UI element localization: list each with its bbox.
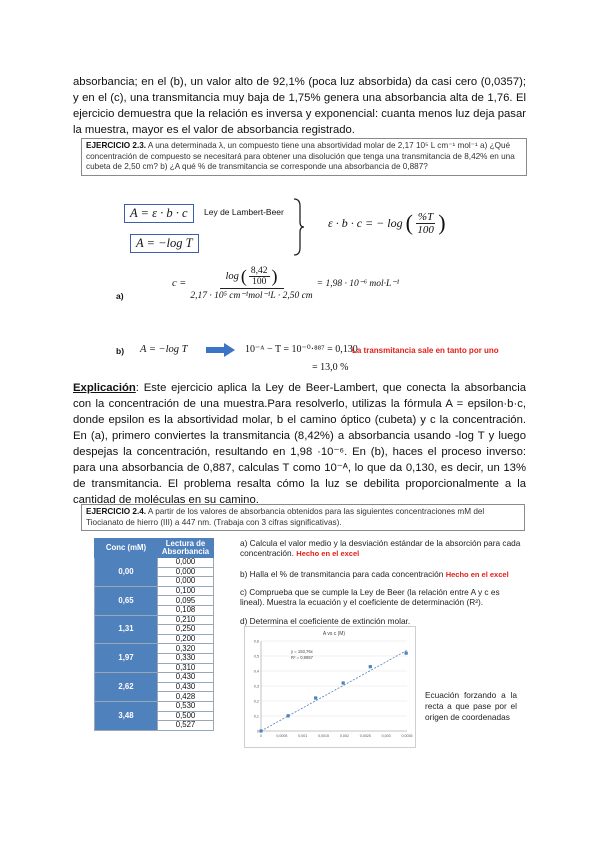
table-row	[95, 701, 214, 711]
explanation-body	[73, 380, 526, 508]
exercise-2-3-statement: A una determinada λ, un compuesto tiene una absortividad molar de 2,17 10⁵ L cm⁻¹ mol⁻¹ a) ¿Qué concentración de compuesto se necesitará para obtener una disolución que tenga una transmitancia de 8,42% en una cubeta de 2,50 cm? b) ¿A qué % de transmitancia se corresponde una absorbancia de 0,887?	[86, 141, 515, 171]
part-a-inner-frac	[249, 266, 270, 287]
absorbance-cell: 0,100	[158, 586, 214, 596]
part-b-rhs: 10⁻ᴬ − T = 10⁻⁰·⁸⁸⁷ = 0,130	[245, 344, 358, 355]
brace-expression-lhs: ε · b · c = − log	[328, 215, 403, 230]
x-tick-label: 0,001	[298, 734, 308, 738]
header-conc: Conc (mM)	[95, 539, 158, 558]
absorbance-cell: 0,527	[158, 721, 214, 731]
absorbance-cell: 0,320	[158, 644, 214, 654]
y-tick-label: 0,1	[253, 714, 259, 719]
part-a-fraction	[190, 266, 312, 301]
part-a-inner-num: 8,42	[250, 266, 268, 276]
part-a-numerator	[220, 266, 284, 289]
explanation-label: Explicación	[73, 382, 136, 394]
conc-cell: 3,48	[95, 701, 158, 730]
conc-cell: 2,62	[95, 673, 158, 702]
x-tick-label: 0,003	[381, 734, 391, 738]
data-point	[287, 714, 290, 717]
conc-cell: 0,00	[95, 558, 158, 587]
y-tick-label: 0,6	[253, 639, 259, 644]
table-row	[95, 586, 214, 596]
exercise-2-3-title: EJERCICIO 2.3.	[86, 141, 147, 150]
intro-text: absorbancia; en el (b), un valor alto de 92,1% (poca luz absorbida) da casi cero (0,0357); y en el (c), una transmitancia muy baja de 1,75% genera una absorbancia alta de 1,76. El ejercicio demuestra que la relación es inversa y exponencial: cuanta menos luz deja pasar la muestra, mayor es el valor de absorbancia registrado.	[73, 76, 526, 136]
table-row	[95, 644, 214, 654]
part-a-denominator: 2,17 · 10⁵ cm⁻¹mol⁻¹L · 2,50 cm	[190, 291, 313, 301]
table-row	[95, 615, 214, 625]
absorbance-chart	[244, 626, 416, 748]
data-point	[256, 729, 262, 734]
exercise-2-3-box	[81, 138, 527, 176]
paren-open: (	[405, 210, 413, 235]
paren-close-a: )	[271, 266, 278, 286]
question-a-note: Hecho en el excel	[296, 549, 360, 558]
question-c: c) Comprueba que se cumple la Ley de Beer (la relación entre A y c es lineal). Muestra la ecuación y el coeficiente de determinación (R²).	[240, 587, 500, 607]
exercise-2-4-title: EJERCICIO 2.4.	[86, 507, 147, 516]
question-b	[240, 569, 530, 580]
law-label: Ley de Lambert-Beer	[204, 207, 284, 217]
absorbance-cell: 0,000	[158, 558, 214, 568]
intro-paragraph	[73, 74, 526, 138]
x-tick-label: 0,0005	[276, 734, 288, 738]
absorbance-cell: 0,250	[158, 625, 214, 635]
question-a	[240, 538, 525, 559]
part-a-c: c =	[172, 278, 187, 289]
table-body	[95, 558, 214, 731]
x-tick-label: 0,0035	[401, 734, 413, 738]
absorbance-cell: 0,095	[158, 596, 214, 606]
absorbance-formula: A = −log T	[130, 234, 199, 253]
absorbance-cell: 0,428	[158, 692, 214, 702]
brace-fraction-den: 100	[417, 223, 434, 236]
part-a-result: = 1,98 · 10⁻⁶ mol·L⁻¹	[316, 279, 400, 289]
chart-annotation: y = 153,76x	[291, 649, 313, 654]
conc-cell: 0,65	[95, 586, 158, 615]
part-a-label: a)	[116, 291, 124, 301]
absorbance-cell: 0,500	[158, 711, 214, 721]
exercise-2-4-box	[81, 504, 525, 531]
question-a-text: a) Calcula el valor medio y la desviación estándar de la absorción para cada concentración.	[240, 538, 521, 558]
explanation-text: : Este ejercicio aplica la Ley de Beer-Lambert, que conecta la absorbancia con la concentración de una muestra.Para resolverlo, utilizas la fórmula A = epsilon·b·c, donde epsilon es la absortividad molar, b el camino óptico (cubeta) y c la concentración. En (a), primero conviertes la transmitancia (8,42%) a absorbancia usando -log T y luego despejas la concentración, resultando en 1,98 ·10⁻⁶. En (b), haces el proceso inverso: para una absorbancia de 0,887, calculas T como 10⁻ᴬ, lo que da 0,130, es decir, un 13% de transmitancia. El problema resalta cómo la luz se debilita proporcionalmente a la cantidad de moléculas en su camino.	[73, 382, 526, 506]
part-a-inner-den: 100	[252, 277, 267, 287]
absorbance-table	[94, 538, 214, 731]
x-tick-label: 0,002	[339, 734, 349, 738]
part-b-note-text: La transmitancia sale en tanto por uno	[352, 346, 499, 355]
data-point	[369, 665, 372, 668]
conc-cell: 1,31	[95, 615, 158, 644]
brace-expression	[328, 210, 446, 236]
absorbance-cell: 0,108	[158, 605, 214, 615]
x-tick-label: 0	[260, 734, 262, 738]
right-brace	[292, 198, 306, 256]
header-absorbance: Lectura de Absorbancia	[158, 539, 214, 558]
chart-annotation: R² = 0,9957	[291, 655, 313, 660]
conc-cell: 1,97	[95, 644, 158, 673]
data-point	[314, 696, 317, 699]
part-b-label: b)	[116, 346, 125, 356]
part-b-percent: = 13,0 %	[312, 362, 349, 373]
brace-fraction	[416, 211, 435, 236]
part-a-log: log	[225, 271, 239, 282]
data-point	[342, 681, 345, 684]
y-tick-label: 0,2	[253, 699, 259, 704]
arrow-right-icon	[206, 343, 236, 357]
question-b-note: Hecho en el excel	[445, 570, 509, 579]
explanation-paragraph	[73, 380, 526, 508]
question-d: d) Determina el coeficiente de extinción molar.	[240, 616, 411, 626]
table-row	[95, 673, 214, 683]
x-tick-label: 0,0025	[359, 734, 371, 738]
part-b-lhs: A = −log T	[140, 344, 188, 355]
chart-title: A vs c (M)	[322, 631, 346, 637]
brace-fraction-num: %T	[417, 210, 434, 223]
part-a-equation	[172, 266, 399, 301]
absorbance-cell: 0,430	[158, 682, 214, 692]
absorbance-cell: 0,210	[158, 615, 214, 625]
question-b-text: b) Halla el % de transmitancia para cada concentración	[240, 569, 444, 579]
table-header-row	[95, 539, 214, 558]
x-tick-label: 0,0015	[318, 734, 330, 738]
absorbance-cell: 0,310	[158, 663, 214, 673]
y-tick-label: 0,5	[253, 654, 259, 659]
absorbance-cell: 0,000	[158, 577, 214, 587]
paren-open-a: (	[240, 266, 247, 286]
absorbance-cell: 0,000	[158, 567, 214, 577]
exercise-2-4-statement: A partir de los valores de absorbancia obtenidos para las siguientes concentraciones mM del Tiocianato de hierro (III) a 447 nm. (Trabaja con 3 cifras significativas).	[86, 507, 485, 527]
paren-close: )	[438, 210, 446, 235]
table-row	[95, 558, 214, 568]
absorbance-cell: 0,430	[158, 673, 214, 683]
data-point	[405, 652, 408, 655]
absorbance-cell: 0,330	[158, 653, 214, 663]
part-b-note	[352, 346, 499, 355]
absorbance-cell: 0,200	[158, 634, 214, 644]
trendline	[261, 650, 407, 731]
chart-side-note: Ecuación forzando a la recta a que pase por el origen de coordenadas	[425, 690, 517, 722]
y-tick-label: 0	[256, 729, 259, 734]
y-tick-label: 0,4	[253, 669, 259, 674]
y-tick-label: 0,3	[253, 684, 259, 689]
beer-formula: A = ε · b · c	[124, 204, 194, 223]
absorbance-cell: 0,530	[158, 701, 214, 711]
